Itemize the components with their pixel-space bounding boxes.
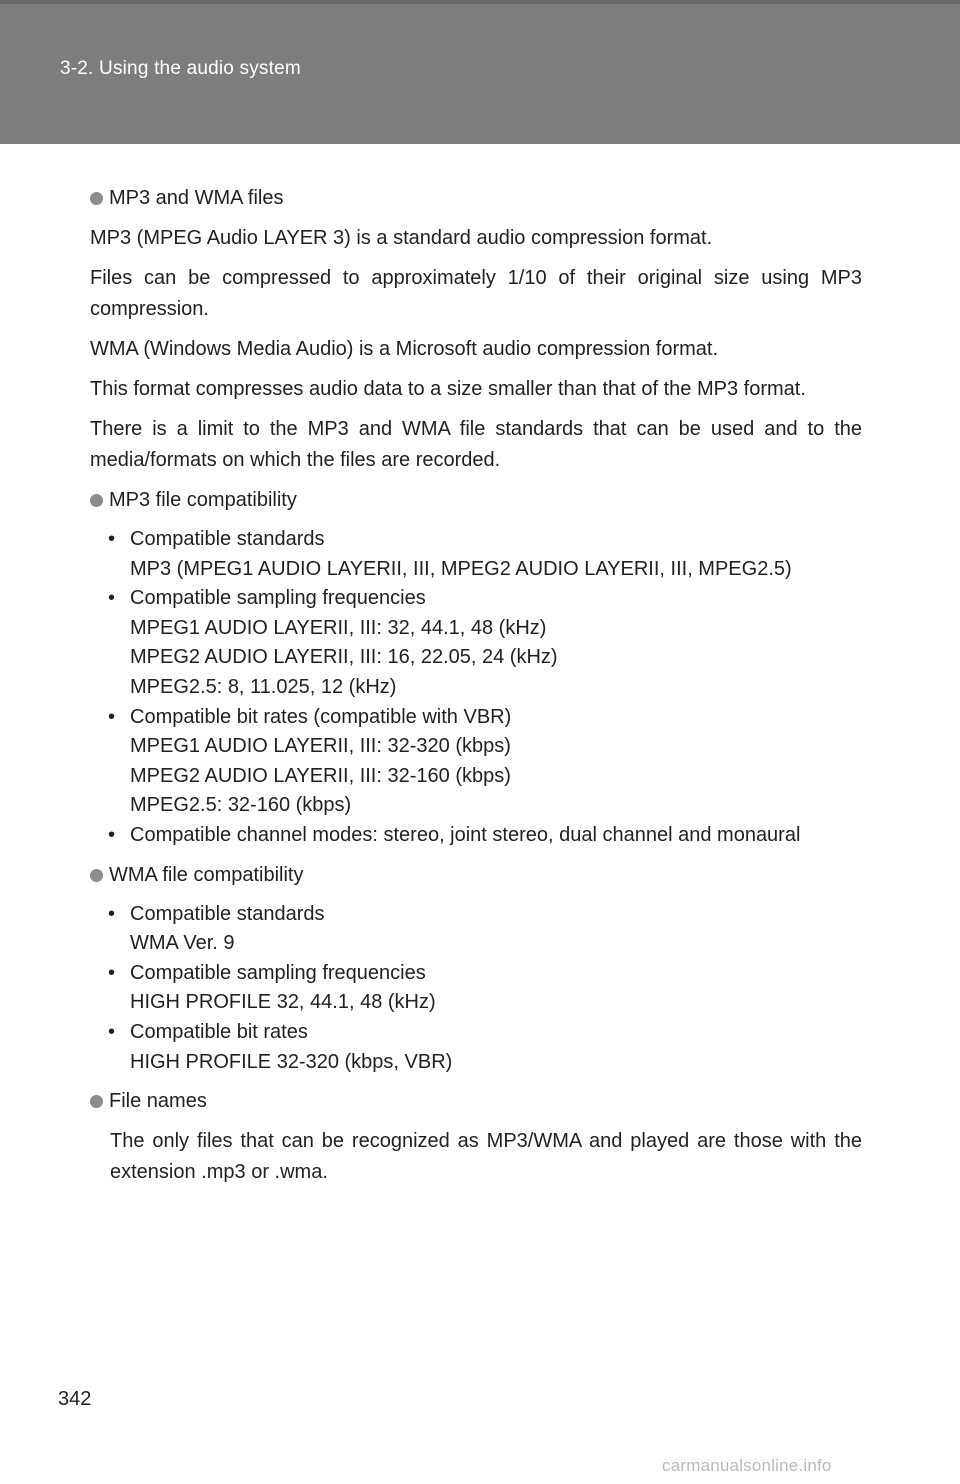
paragraph: There is a limit to the MP3 and WMA file standards that can be used and to the media/formats on which the files are recorded. bbox=[90, 418, 862, 471]
bullet-dot-icon: • bbox=[108, 902, 116, 925]
item-line: MPEG1 AUDIO LAYERII, III: 32-320 (kbps) bbox=[130, 735, 511, 758]
item-line: MPEG2 AUDIO LAYERII, III: 16, 22.05, 24 (kHz) bbox=[130, 646, 558, 669]
item-title: Compatible bit rates bbox=[130, 1020, 308, 1043]
bullet-circle-icon bbox=[90, 192, 103, 205]
heading-text: File names bbox=[109, 1090, 207, 1113]
heading-text: MP3 file compatibility bbox=[109, 489, 297, 511]
section-heading bbox=[90, 485, 862, 516]
item-line: MPEG1 AUDIO LAYERII, III: 32, 44.1, 48 (kHz) bbox=[130, 616, 547, 639]
bullet-dot-icon: • bbox=[108, 528, 116, 550]
bullet-circle-icon bbox=[90, 1095, 103, 1108]
page-content bbox=[90, 183, 862, 1188]
item-line: MP3 (MPEG1 AUDIO LAYERII, III, MPEG2 AUDIO LAYERII, III, MPEG2.5) bbox=[130, 557, 792, 580]
item-line: MPEG2 AUDIO LAYERII, III: 32-160 (kbps) bbox=[130, 764, 511, 787]
paragraph: This format compresses audio data to a size smaller than that of the MP3 format. bbox=[90, 378, 806, 400]
heading-text: WMA file compatibility bbox=[109, 863, 304, 886]
list-item bbox=[108, 959, 862, 1018]
list-item bbox=[108, 900, 862, 959]
paragraph: WMA (Windows Media Audio) is a Microsoft audio compression format. bbox=[90, 338, 718, 360]
item-line: HIGH PROFILE 32, 44.1, 48 (kHz) bbox=[130, 991, 436, 1014]
list-item bbox=[108, 703, 862, 821]
watermark: carmanualsonline.info bbox=[662, 1456, 832, 1475]
item-title: Compatible channel modes: stereo, joint stereo, dual channel and monaural bbox=[130, 823, 801, 846]
paragraph: MP3 (MPEG Audio LAYER 3) is a standard audio compression format. bbox=[90, 227, 713, 249]
item-title: Compatible bit rates (compatible with VBR) bbox=[130, 705, 512, 728]
item-title: Compatible sampling frequencies bbox=[130, 587, 426, 610]
bullet-circle-icon bbox=[90, 494, 103, 507]
section-heading bbox=[90, 1086, 862, 1117]
item-list bbox=[108, 525, 862, 851]
list-item bbox=[108, 525, 862, 584]
bullet-dot-icon: • bbox=[108, 1020, 116, 1043]
section-heading bbox=[90, 860, 862, 891]
item-title: Compatible sampling frequencies bbox=[130, 961, 426, 984]
item-line: WMA Ver. 9 bbox=[130, 932, 235, 955]
item-line: HIGH PROFILE 32-320 (kbps, VBR) bbox=[130, 1050, 453, 1073]
paragraph: The only files that can be recognized as MP3/WMA and played are those with the extension .mp3 or .wma. bbox=[110, 1130, 862, 1184]
list-item bbox=[108, 584, 862, 702]
item-title: Compatible standards bbox=[130, 902, 325, 925]
item-line: MPEG2.5: 8, 11.025, 12 (kHz) bbox=[130, 675, 397, 698]
bullet-dot-icon: • bbox=[108, 587, 116, 610]
section-heading bbox=[90, 183, 862, 214]
page-number: 342 bbox=[58, 1388, 92, 1410]
paragraph: Files can be compressed to approximately 1/10 of their original size using MP3 compression. bbox=[90, 267, 862, 320]
list-item bbox=[108, 1018, 862, 1077]
item-line: MPEG2.5: 32-160 (kbps) bbox=[130, 794, 352, 817]
heading-text: MP3 and WMA files bbox=[109, 187, 284, 209]
list-item bbox=[108, 821, 862, 851]
bullet-dot-icon: • bbox=[108, 961, 116, 984]
bullet-dot-icon: • bbox=[108, 823, 116, 846]
bullet-circle-icon bbox=[90, 869, 103, 882]
bullet-dot-icon: • bbox=[108, 705, 116, 728]
item-title: Compatible standards bbox=[130, 528, 325, 550]
item-list bbox=[108, 900, 862, 1078]
section-title: 3-2. Using the audio system bbox=[60, 58, 301, 79]
header-band bbox=[0, 0, 960, 4]
page-header bbox=[0, 0, 960, 144]
